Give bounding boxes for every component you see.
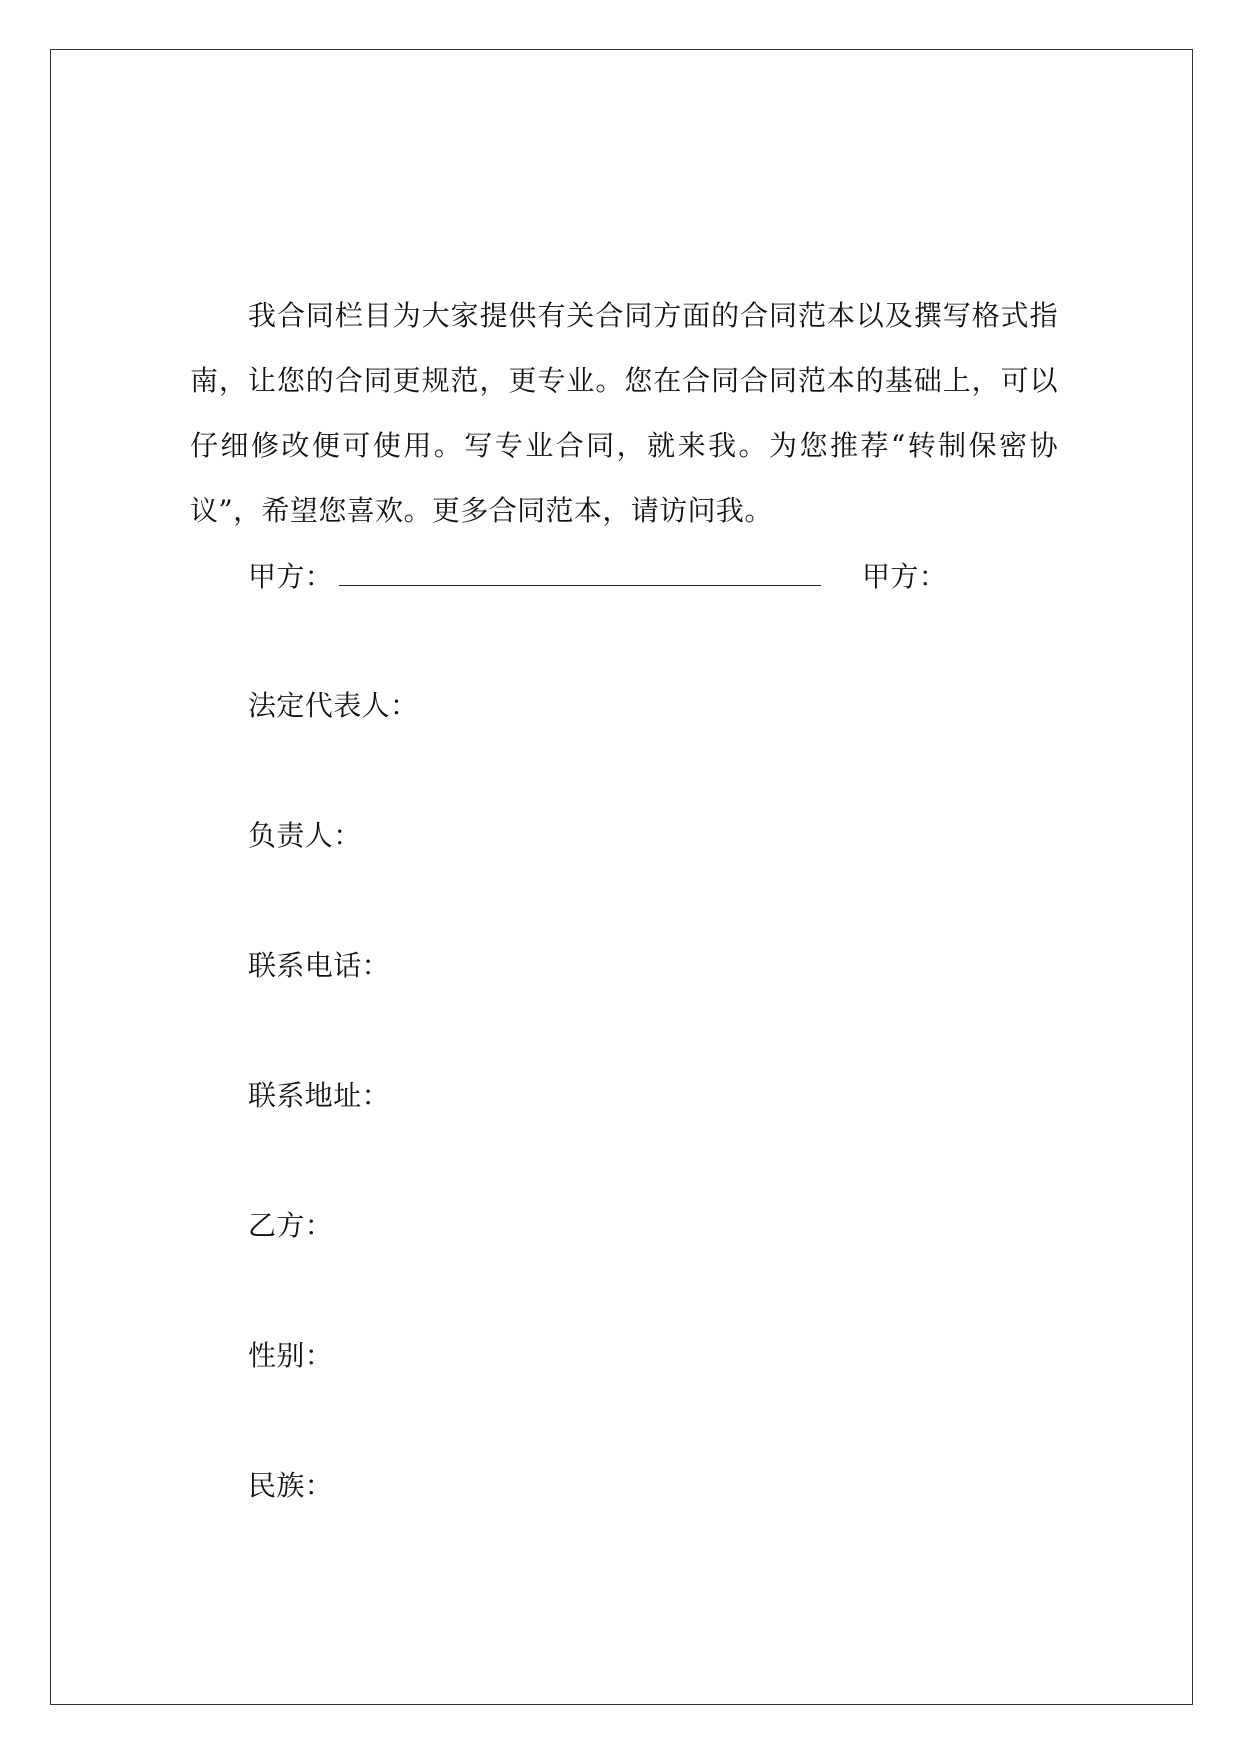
party-a-row <box>248 559 821 595</box>
party-a-label: 甲方： <box>248 560 334 593</box>
contact-phone-label: 联系电话： <box>248 949 391 982</box>
contact-address-label: 联系地址： <box>248 1079 391 1112</box>
responsible-person-label: 负责人： <box>248 819 362 852</box>
ethnicity-label: 民族： <box>248 1469 334 1502</box>
party-a-blank-line <box>339 559 821 586</box>
party-a-right-label: 甲方： <box>862 560 948 593</box>
intro-paragraph: 我合同栏目为大家提供有关合同方面的合同范本以及撰写格式指南，让您的合同更规范，更专业。您在合同合同范本的基础上，可以仔细修改便可使用。写专业合同，就来我。为您推荐“转制保密协议”，希望您喜欢。更多合同范本，请访问我。 <box>190 299 1058 527</box>
party-b-label: 乙方： <box>248 1209 334 1242</box>
gender-label: 性别： <box>248 1339 334 1372</box>
legal-representative-label: 法定代表人： <box>248 689 419 722</box>
